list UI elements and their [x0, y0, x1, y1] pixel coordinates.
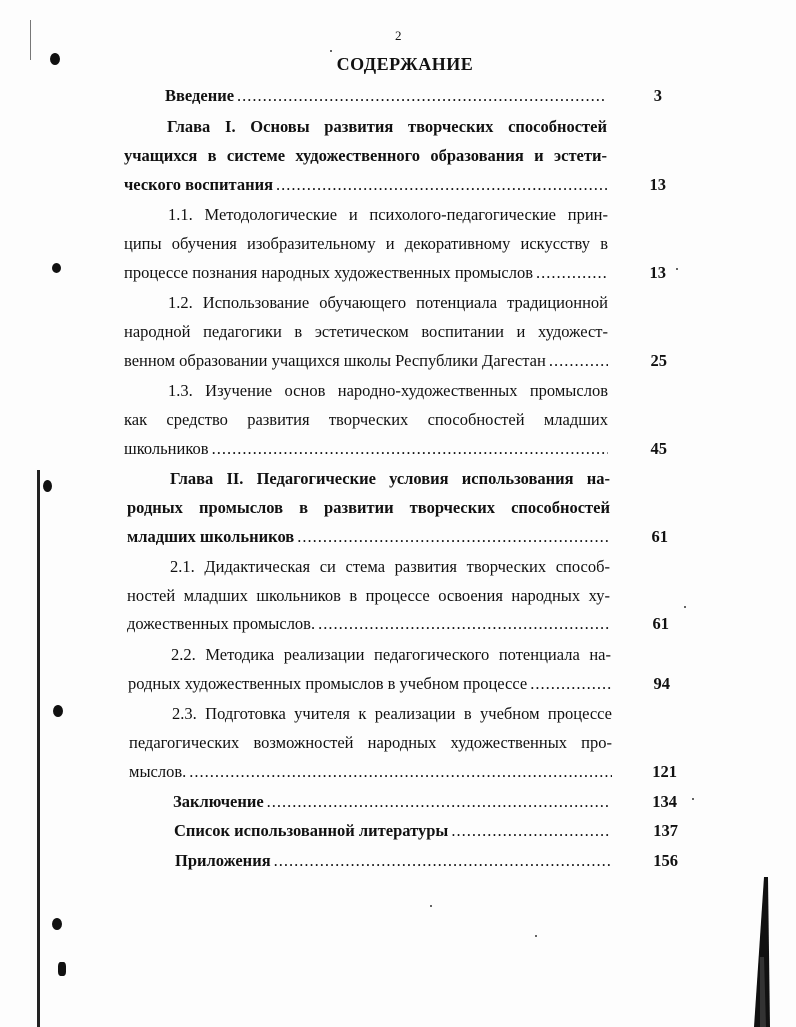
toc-chapter2-line3 — [127, 527, 610, 547]
toc-leader — [276, 175, 607, 195]
toc-page-number: 156 — [653, 851, 678, 870]
toc-chapter1-line3 — [124, 175, 607, 195]
toc-s1-2-line1: 1.2. Использование обучающего потенциала традиционной — [168, 293, 608, 312]
toc-page-number: 45 — [650, 439, 667, 458]
toc-label: дожественных промыслов. — [127, 614, 316, 633]
toc-entry-conclusion — [173, 792, 611, 812]
toc-page-number: 25 — [650, 351, 667, 370]
toc-page-number: 61 — [651, 527, 668, 546]
toc-page-number: 61 — [652, 614, 669, 633]
toc-leader — [274, 851, 613, 871]
toc-page-number: 13 — [649, 263, 666, 282]
toc-s2-3-line3 — [129, 762, 612, 782]
toc-leader — [267, 792, 611, 812]
toc-s2-2-line2 — [128, 674, 611, 694]
toc-leader — [212, 439, 608, 459]
toc-entry-appendix — [175, 851, 613, 871]
toc-label: Заключение — [173, 792, 264, 811]
toc-s2-3-line1: 2.3. Подготовка учителя к реализации в учебном процессе — [172, 704, 612, 723]
toc-page-number: 137 — [653, 821, 678, 840]
toc-s1-2-line3 — [124, 351, 608, 371]
toc-s2-3-line2: педагогических возможностей народных художественных про- — [129, 733, 612, 752]
toc-entry-bibliography — [174, 821, 611, 841]
toc-label: Приложения — [175, 851, 271, 870]
toc-s1-3-line2: как средство развития творческих способностей младших — [124, 410, 608, 429]
toc-label: венном образовании учащихся школы Республики Дагестан — [124, 351, 546, 370]
page-title: СОДЕРЖАНИЕ — [336, 54, 474, 74]
toc-leader — [297, 527, 610, 547]
toc-label: родных художественных промыслов в учебном процессе — [128, 674, 528, 693]
toc-chapter1-line2: учащихся в системе художественного образования и эстети- — [124, 146, 607, 165]
toc-label: ческого воспитания — [124, 175, 274, 194]
toc-chapter2-line2: родных промыслов в развитии творческих способностей — [127, 498, 610, 517]
toc-leader — [536, 263, 608, 283]
toc-leader — [237, 86, 607, 106]
toc-label: процессе познания народных художественных промыслов — [124, 263, 533, 282]
toc-leader — [549, 351, 608, 371]
toc-s1-1-line3 — [124, 263, 608, 283]
toc-entry-intro — [165, 86, 607, 106]
toc-label: мыслов. — [129, 762, 187, 781]
toc-leader — [189, 762, 612, 782]
toc-s2-1-line3 — [127, 614, 610, 634]
toc-chapter2-line1: Глава II. Педагогические условия использования на- — [170, 469, 610, 488]
toc-page-number: 94 — [653, 674, 670, 693]
toc-s1-3-line3 — [124, 439, 608, 459]
toc-page-number: 121 — [652, 762, 677, 781]
toc-leader — [318, 614, 610, 634]
toc-s1-2-line2: народной педагогики в эстетическом воспитании и художест- — [124, 322, 608, 341]
toc-chapter1-line1: Глава I. Основы развития творческих способностей — [167, 117, 607, 136]
page-number: 2 — [395, 28, 402, 43]
toc-page-number: 134 — [652, 792, 677, 811]
toc-label: школьников — [124, 439, 209, 458]
toc-s1-1-line2: ципы обучения изобразительному и декоративному искусству в — [124, 234, 608, 253]
toc-page-number: 3 — [653, 86, 662, 105]
toc-s1-1-line1: 1.1. Методологические и психолого-педагогические прин- — [168, 205, 608, 224]
toc-leader — [530, 674, 611, 694]
toc-label: Введение — [165, 86, 235, 105]
toc-label: младших школьников — [127, 527, 295, 546]
toc-s2-1-line1: 2.1. Дидактическая си стема развития творческих способ- — [170, 557, 610, 576]
toc-label: Список использованной литературы — [174, 821, 449, 840]
toc-s2-2-line1: 2.2. Методика реализации педагогического потенциала на- — [171, 645, 611, 664]
toc-s1-3-line1: 1.3. Изучение основ народно-художественных промыслов — [168, 381, 608, 400]
toc-s2-1-line2: ностей младших школьников в процессе освоения народных ху- — [127, 586, 610, 605]
toc-page-number: 13 — [649, 175, 666, 194]
toc-leader — [451, 821, 611, 841]
